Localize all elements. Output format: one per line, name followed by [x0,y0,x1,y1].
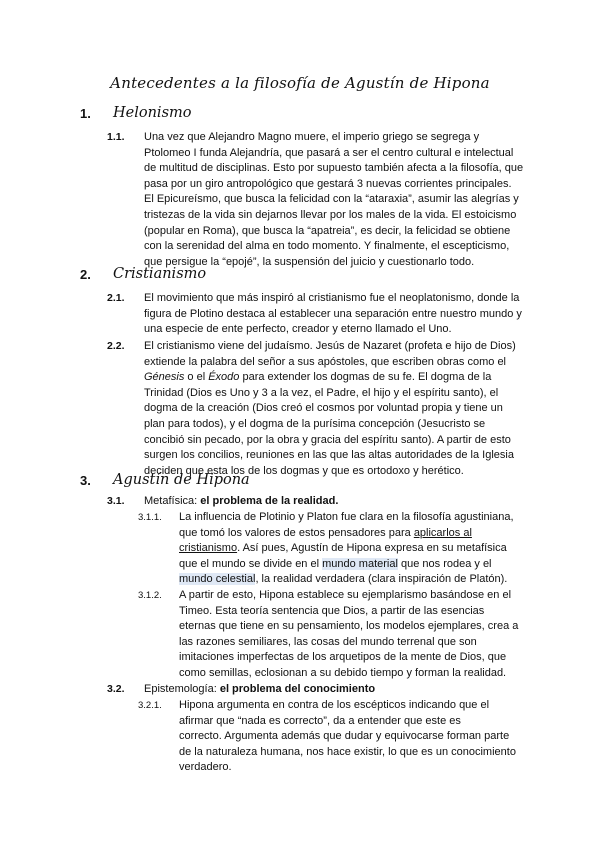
paragraph-number: 3.2.1. [138,700,162,711]
subsection-title [144,682,527,698]
subsection-bold-title: el problema de la realidad. [200,495,339,507]
text-line: que persigue la “epojé”, la suspensión del juicio y cuestionarlo todo. [144,255,475,268]
text-fragment: o el [184,371,209,384]
book-title-genesis: Génesis [144,371,185,384]
text-line [179,526,528,542]
text-line: las razones semiliares, las cosas del mundo terrenal que son [179,635,477,648]
paragraph-number: 2.2. [107,340,125,352]
text-line: afirmar que “nada es correcto”, da a entender que este es [179,714,461,727]
text-line: Timeo. Esta teoría sentencia que Dios, a partir de las esencias [179,604,485,617]
paragraph-text [179,588,528,682]
text-line: como semillas, eclosionan a su debido tiempo y forman la realidad. [179,666,507,679]
text-line: Hipona argumenta en contra de los escépticos indicando que el [179,699,490,711]
text-line [179,572,528,588]
subsection-label: Metafísica: [144,495,201,507]
section-title: Cristianismo [113,266,207,282]
text-fragment: que tomó los valores de estos pensadores para [179,526,414,539]
text-fragment: . Así pues, Agustín de Hipona expresa en su metafísica [237,542,507,555]
text-line: extiende la palabra del señor a sus apóstoles, que escriben obras como el [144,355,507,368]
subsection-bold-title: el problema del conocimiento [219,683,376,695]
text-fragment: para extender los dogmas de su fe. El dogma de la [239,371,492,384]
text-line: A partir de esto, Hipona establece su ejemplarismo basándose en el [179,589,512,601]
paragraph-number: 3.1.2. [138,590,162,601]
text-line: pasa por un giro antropológico que gestará 3 nuevas corrientes principales. [144,177,512,190]
subsection-label: Epistemología: [144,683,220,695]
highlighted-text: mundo material [322,557,398,570]
text-line: imitaciones imperfectas de los arquetipos de la mente de Dios, que [179,651,507,664]
text-line [179,557,528,573]
section-title: Agustín de Hipona [113,472,250,488]
text-line: La influencia de Plotinio y Platon fue clara en la filosofía agustiniana, [179,511,514,523]
text-line: El cristianismo viene del judaísmo. Jesús de Nazaret (profeta e hijo de Dios) [144,340,516,352]
book-title-exodo: Éxodo [208,371,240,384]
section-number: 3. [80,473,91,488]
highlighted-text: mundo celestial [179,573,256,586]
underlined-text: aplicarlos al [413,526,472,539]
text-line: surgen los concilios, reuniones en las que las altas autoridades de la Iglesia [144,449,514,462]
text-line: plan para todos), y el dogma de la purísima concepción (Jesucristo se [144,417,486,430]
paragraph-text [179,510,528,588]
text-fragment: que el mundo se divide en el [179,557,323,570]
text-line: correcto. Argumenta además que dudar y equivocarse forman parte [179,730,510,743]
text-line: una especie de ente perfecto, creador y eterno llamado el Uno. [144,323,452,336]
paragraph-text [179,698,528,776]
text-line: con la serenidad del alma en todo momento. Y finalmente, el escepticismo, [144,240,510,253]
text-line: eternas que tiene en su pensamiento, los modelos ejemplares, crea a [179,620,519,633]
text-line: verdadero. [179,761,232,774]
text-line: Ptolomeo I funda Alejandría, que pasará a ser el centro cultural e intelectual [144,146,514,159]
text-line [144,370,527,386]
text-line: dogma de la creación (Dios creó el cosmos por voluntad propia y tiene un [144,402,503,415]
section-number: 2. [80,267,91,282]
text-line: tristezas de la vida sin dejarnos llevar por los males de la vida. El estoicismo [144,208,517,221]
text-line [144,494,527,510]
document-title: Antecedentes a la filosofía de Agustín de Hipona [110,74,490,92]
text-line: concibió sin pecado, por la obra y gracia del espíritu santo). A partir de esto [144,433,511,446]
underlined-text: cristianismo [179,542,238,555]
text-line: El movimiento que más inspiró al cristianismo fue el neoplatonismo, donde la [144,292,520,304]
paragraph-number: 2.1. [107,292,125,304]
paragraph-number: 3.1. [107,495,125,507]
text-line [179,541,528,557]
paragraph-text [144,291,527,338]
section-number: 1. [80,106,91,121]
text-line: deciden que esta los de los dogmas y que es ortodoxo y herético. [144,464,464,477]
paragraph-number: 3.1.1. [138,512,162,523]
paragraph-text [144,339,527,479]
text-line: Trinidad (Dios es Uno y 3 a la vez, el Padre, el hijo y el espíritu santo), el [144,386,499,399]
section-title: Helonismo [113,105,192,121]
text-line: figura de Plotino destaca al establecer una separación entre nuestro mundo y [144,307,522,320]
text-line: Una vez que Alejandro Magno muere, el imperio griego se segrega y [144,131,480,143]
text-line: de la naturaleza humana, nos hace existir, lo que es un conocimiento [179,745,516,758]
subsection-title [144,494,527,510]
paragraph-number: 3.2. [107,683,125,695]
text-fragment: , la realidad verdadera (clara inspiración de Platón). [255,573,508,586]
text-line: El Epicureísmo, que busca la felicidad con la “ataraxia”, asumir las alegrías y [144,193,519,206]
text-line: (popular en Roma), que busca la “apatreia”, es decir, la felicidad se obtiene [144,224,511,237]
text-fragment: que nos rodea y el [397,557,492,570]
paragraph-number: 1.1. [107,131,125,143]
text-line [144,682,527,698]
paragraph-text [144,130,527,270]
text-line: de multitud de disciplinas. Esto por supuesto también afecta a la filosofía, que [144,162,524,175]
